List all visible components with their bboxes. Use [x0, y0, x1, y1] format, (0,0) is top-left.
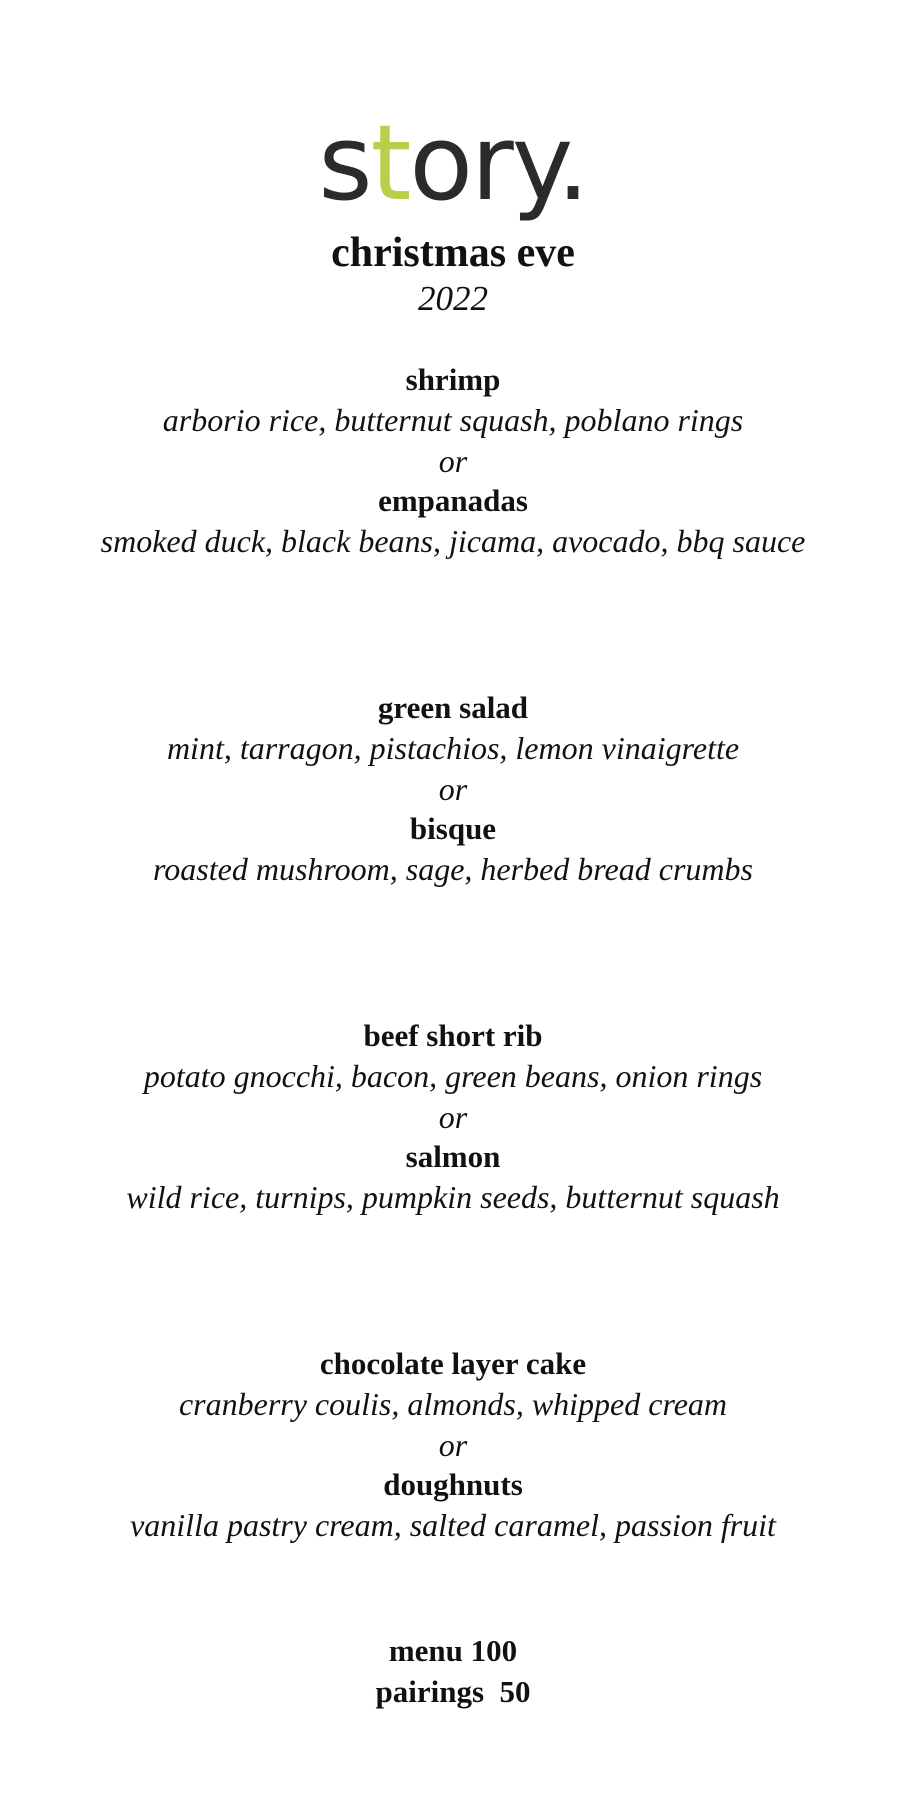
- dish-name: empanadas: [378, 483, 528, 518]
- pricing-block: [0, 1630, 906, 1712]
- dish-description: vanilla pastry cream, salted caramel, passion fruit: [130, 1507, 776, 1543]
- course-separator: or: [438, 443, 468, 479]
- dish-name: salmon: [405, 1139, 501, 1174]
- menu-price: menu 100: [388, 1633, 518, 1668]
- course-dessert: [0, 1344, 906, 1546]
- dish-name: chocolate layer cake: [319, 1346, 587, 1381]
- course-separator: or: [438, 1427, 468, 1463]
- course-second: [0, 688, 906, 890]
- dish-description: wild rice, turnips, pumpkin seeds, butternut squash: [126, 1179, 780, 1215]
- dish-description: roasted mushroom, sage, herbed bread crumbs: [153, 851, 753, 887]
- dish-description: mint, tarragon, pistachios, lemon vinaigrette: [166, 730, 740, 766]
- dish-name: green salad: [377, 690, 529, 725]
- course-main: [0, 1016, 906, 1218]
- dish-description: arborio rice, butternut squash, poblano rings: [162, 402, 744, 438]
- dish-name: bisque: [409, 811, 497, 846]
- dish-name: beef short rib: [363, 1018, 543, 1053]
- dish-name: shrimp: [405, 362, 501, 397]
- menu-title: christmas eve: [331, 230, 575, 276]
- logo-accent-letter: t: [370, 102, 410, 224]
- story-logo: [0, 98, 906, 228]
- logo-text-end: ory.: [409, 102, 588, 224]
- dish-name: doughnuts: [383, 1467, 523, 1502]
- pairings-price: pairings 50: [375, 1674, 531, 1709]
- dish-description: smoked duck, black beans, jicama, avocado, bbq sauce: [100, 523, 806, 559]
- course-separator: or: [438, 1099, 468, 1135]
- menu-year: 2022: [418, 279, 488, 318]
- dish-description: cranberry coulis, almonds, whipped cream: [178, 1386, 728, 1422]
- course-separator: or: [438, 771, 468, 807]
- logo-text-start: s: [318, 102, 371, 224]
- dish-description: potato gnocchi, bacon, green beans, onion rings: [143, 1058, 763, 1094]
- course-first: [0, 360, 906, 562]
